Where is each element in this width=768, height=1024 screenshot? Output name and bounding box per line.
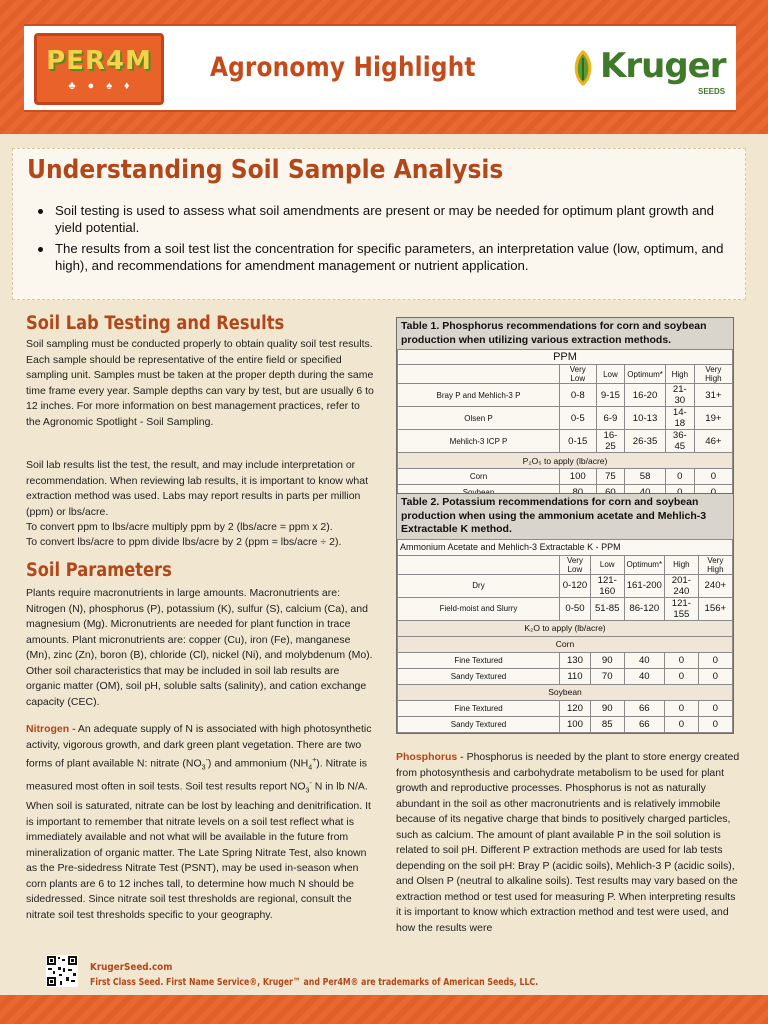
cell: 0 <box>665 668 699 684</box>
row-label: Fine Textured <box>398 652 560 668</box>
cell: 14-18 <box>665 407 694 430</box>
phosphorus-text: Phosphorus is needed by the plant to store energy created from photosynthesis and carbohydrate metabolism to be used for plant growth and reproductive processes. Phosphorus is not as naturally abundant in the soil as other macronutrients and is relatively immobile because of its negative charge that binds to positively charged particles, such as calcium. The amount of plant available P in the soil solution is related to soil pH. Different P extraction methods are used for lab tests depending on the soil pH: Bray P (acidic soils), Mehlich-3 P (acidic soils), and Olsen P (neutral to alkaline soils). Test results may vary based on the extraction method or test used for measuring P. When interpreting results it is important to know which extraction method and test were used, and how the results were <box>396 751 740 934</box>
cell: 6-9 <box>596 407 625 430</box>
cell: 90 <box>590 700 624 716</box>
phosphorus-lead: Phosphorus - <box>396 751 464 763</box>
cell: 26-35 <box>625 430 666 453</box>
cell: 16-20 <box>625 384 666 407</box>
kruger-logo-text: Kruger <box>600 46 726 86</box>
kruger-logo-subtext: SEEDS <box>698 87 726 96</box>
table-row <box>398 574 733 597</box>
table2-soy-label: Soybean <box>398 684 733 700</box>
nitrogen-text-a: An adequate supply of N is associated with high photosynthetic activity, vigorous growth, and dark green plant vegetation. There are two forms of plant available N: nitrate (NO <box>26 723 372 770</box>
table2-col: High <box>665 555 699 574</box>
intro-bullet: The results from a soil test list the concentration for specific parameters, an interpretation value (low, optimum, and high), and recommendations for amendment management or nutrient application. <box>35 241 735 274</box>
row-label: Corn <box>398 469 560 485</box>
cell: 121-155 <box>665 597 699 620</box>
row-label: Dry <box>398 574 560 597</box>
params-heading: Soil Parameters <box>26 560 172 581</box>
cell: 0 <box>698 668 732 684</box>
cell: 75 <box>596 469 625 485</box>
cell: 21-30 <box>665 384 694 407</box>
table1-col: High <box>665 365 694 384</box>
intro-box <box>12 148 746 300</box>
no3b-subscript: 3 <box>305 787 310 795</box>
table2-col: Low <box>590 555 624 574</box>
lab-paragraph-1: Soil sampling must be conducted properly to obtain quality soil test results. Each sample should be representative of the entire field or specified sampling unit. Samples must be taken at the proper depth during the same time frame every year. Sample depths can vary by test, but are usually 6 to 12 inches. For more information on best management practices, refer to the Agronomic Spotlight - Soil Sampling. <box>26 338 374 428</box>
cell: 36-45 <box>665 430 694 453</box>
corn-icon: ♣ <box>68 80 76 92</box>
table-row <box>398 652 733 668</box>
cell: 0 <box>694 469 732 485</box>
table1-corner <box>398 365 560 384</box>
lab-paragraph-2: Soil lab results list the test, the result, and may include interpretation or recommendation. When reviewing lab results, it is important to know what extraction method was used. Labs may report results in parts per million (ppm) or lbs/acre. <box>26 459 368 518</box>
cell: 161-200 <box>624 574 665 597</box>
table2-corn-label: Corn <box>398 636 733 652</box>
table2-apply-label: K₂O to apply (lb/acre) <box>398 620 733 636</box>
table1-grid <box>397 349 733 501</box>
cell: 156+ <box>698 597 732 620</box>
table2-caption: Table 2. Potassium recommendations for corn and soybean production when using the ammonium acetate and Mehlich-3 Extractable K method. <box>397 494 733 539</box>
cell: 58 <box>625 469 666 485</box>
cell: 0 <box>698 652 732 668</box>
table-row <box>398 365 733 384</box>
cell: 0 <box>698 700 732 716</box>
cell: 19+ <box>694 407 732 430</box>
cell: 10-13 <box>625 407 666 430</box>
cell: 0 <box>698 716 732 732</box>
table1-caption: Table 1. Phosphorus recommendations for corn and soybean production when utilizing various extraction methods. <box>397 318 733 349</box>
table-row <box>398 469 733 485</box>
phosphorus-table <box>396 317 734 502</box>
params-paragraph: Plants require macronutrients in large amounts. Macronutrients are: Nitrogen (N), phosphorus (P), potassium (K), sulfur (S), calcium (Ca), and magnesium (Mg). Micronutrients are needed for plant function in trace amounts. Plant micronutrients are: copper (Cu), iron (Fe), manganese (Mn), zinc (Zn), boron (B), chloride (Cl), nickel (Ni), and molybdenum (Mo). Other soil characteristics that may be included in soil lab results are organic matter (OM), soil pH, soluble salts (salinity), and cation exchange capacity (CEC). <box>26 587 373 708</box>
nitrogen-text-b: ) and ammonium (NH <box>207 757 309 770</box>
table2-unit: Ammonium Acetate and Mehlich-3 Extractable K - PPM <box>398 539 733 555</box>
table2-corner <box>398 555 560 574</box>
cell: 85 <box>590 716 624 732</box>
table-row <box>398 700 733 716</box>
seed-icon: ● <box>87 80 95 92</box>
cell: 0-50 <box>560 597 591 620</box>
table1-col: Optimum* <box>625 365 666 384</box>
lab-paragraph-4: To convert lbs/acre to ppm divide lbs/acre by 2 (ppm = lbs/acre ÷ 2). <box>26 536 342 548</box>
footer-tagline: First Class Seed. First Name Service®, Kruger™ and Per4M® are trademarks of American Seeds, LLC. <box>90 977 539 988</box>
qr-code-icon[interactable] <box>46 955 78 987</box>
footer-website-link[interactable]: KrugerSeed.com <box>90 962 173 973</box>
table2-grid <box>397 539 733 733</box>
document-title: Understanding Soil Sample Analysis <box>27 155 504 185</box>
cell: 0-120 <box>560 574 591 597</box>
row-label: Olsen P <box>398 407 560 430</box>
intro-bullet-list <box>35 203 735 279</box>
lab-paragraph-3: To convert ppm to lbs/acre multiply ppm by 2 (lbs/acre = ppm x 2). <box>26 521 333 533</box>
cell: 66 <box>624 700 665 716</box>
no3-subscript: 3 <box>201 764 206 772</box>
nitrogen-text-d: N in lb N/A. When soil is saturated, nitrate can be lost by leaching and denitrification. It is important to remember that nitrate levels on a soil test reflect what is immediately available and not what will be available in the future from mineralization of organic matter. The Late Spring Nitrate Test, also known as the Pre-sidedress Nitrate Test (PSNT), may be used in-season when corn plants are 6 to 12 inches tall, to determine how much N should be sidedressed. Since nitrate soil test thresholds are regional, consult the nitrate soil test thresholds specific to your geography. <box>26 780 371 921</box>
cell: 0 <box>665 716 699 732</box>
cell: 100 <box>560 469 597 485</box>
no3b-superscript: - <box>309 780 312 788</box>
cell: 46+ <box>694 430 732 453</box>
cell: 121-160 <box>590 574 624 597</box>
nh4-superscript: + <box>312 757 317 764</box>
nitrogen-lead: Nitrogen - <box>26 723 76 735</box>
sprout-icon: ♠ <box>106 80 113 92</box>
row-label: Sandy Textured <box>398 668 560 684</box>
per4m-logo-text: PER4M <box>46 46 152 76</box>
kruger-leaf-icon <box>570 48 596 88</box>
intro-bullet: Soil testing is used to assess what soil amendments are present or may be needed for optimum plant growth and yield potential. <box>35 203 735 236</box>
table-row <box>398 384 733 407</box>
cell: 100 <box>560 716 591 732</box>
cell: 66 <box>624 716 665 732</box>
table1-col: Low <box>596 365 625 384</box>
cell: 16-25 <box>596 430 625 453</box>
cell: 9-15 <box>596 384 625 407</box>
cell: 0-8 <box>560 384 597 407</box>
cell: 0-5 <box>560 407 597 430</box>
cell: 201-240 <box>665 574 699 597</box>
cell: 51-85 <box>590 597 624 620</box>
cell: 90 <box>590 652 624 668</box>
leaf-icon: ♦ <box>124 80 130 92</box>
cell: 110 <box>560 668 591 684</box>
table1-col: Very Low <box>560 365 597 384</box>
table2-col: Very High <box>698 555 732 574</box>
header-band <box>0 0 768 134</box>
per4m-logo-icons <box>68 80 129 92</box>
table-row <box>398 407 733 430</box>
cell: 70 <box>590 668 624 684</box>
section-title: Agronomy Highlight <box>210 52 476 83</box>
cell: 120 <box>560 700 591 716</box>
table-row <box>398 555 733 574</box>
table2-col: Optimum* <box>624 555 665 574</box>
row-label: Field-moist and Slurry <box>398 597 560 620</box>
cell: 240+ <box>698 574 732 597</box>
potassium-table <box>396 493 734 734</box>
cell: 0 <box>665 700 699 716</box>
table-row <box>398 430 733 453</box>
no3-superscript: - <box>205 757 208 764</box>
header-panel <box>24 24 736 112</box>
cell: 40 <box>624 668 665 684</box>
table1-col: Very High <box>694 365 732 384</box>
table-row <box>398 668 733 684</box>
table1-apply-label: P₂O₅ to apply (lb/acre) <box>398 453 733 469</box>
cell: 0 <box>665 652 699 668</box>
nh4-subscript: 4 <box>308 764 313 772</box>
row-label: Mehlich-3 ICP P <box>398 430 560 453</box>
row-label: Bray P and Mehlich-3 P <box>398 384 560 407</box>
nitrogen-text-c: ). Nitrate is measured most often in soil tests. Soil test results report NO <box>26 757 368 793</box>
table-row <box>398 716 733 732</box>
kruger-logo <box>570 44 730 104</box>
table-row <box>398 597 733 620</box>
cell: 0-15 <box>560 430 597 453</box>
nitrogen-paragraph <box>26 722 376 923</box>
cell: 86-120 <box>624 597 665 620</box>
footer-band <box>0 995 768 1024</box>
phosphorus-paragraph <box>396 750 742 936</box>
cell: 130 <box>560 652 591 668</box>
table1-unit: PPM <box>398 350 733 365</box>
table2-col: Very Low <box>560 555 591 574</box>
row-label: Sandy Textured <box>398 716 560 732</box>
per4m-logo <box>34 33 164 105</box>
row-label: Fine Textured <box>398 700 560 716</box>
lab-heading: Soil Lab Testing and Results <box>26 313 285 334</box>
cell: 31+ <box>694 384 732 407</box>
cell: 0 <box>665 469 694 485</box>
cell: 40 <box>624 652 665 668</box>
